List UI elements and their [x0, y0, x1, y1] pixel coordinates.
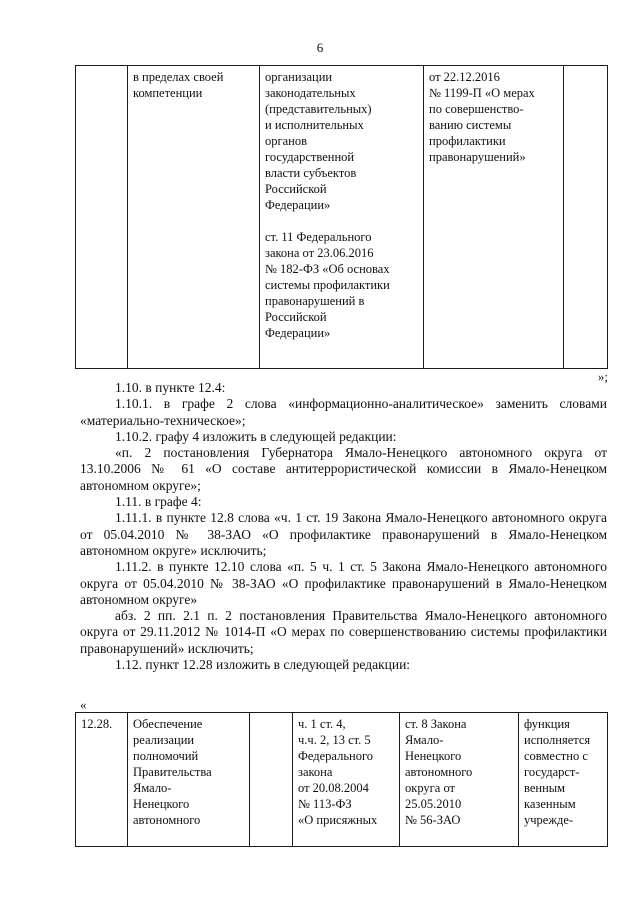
table-cell-scope: в пределах своей компетенции	[128, 66, 260, 369]
table-cell-number: 12.28.	[76, 713, 128, 847]
new-item-table	[75, 712, 608, 847]
paragraph-1-10: 1.10. в пункте 12.4:	[115, 380, 226, 395]
table-cell-note: функция исполняется совместно с государст- венным казенным учрежде-	[519, 713, 608, 847]
table-cell-regional-basis: от 22.12.2016 № 1199-П «О мерах по совершенство- ванию системы профилактики правонарушений»	[424, 66, 564, 369]
table-cell-federal-basis: организации законодательных (представительных) и исполнительных органов государственной власти субъектов Российской Федерации» ст. 11 Федерального закона от 23.06.2016 № 182-ФЗ «Об основах системы профилактики правонарушений в Российской Федерации»	[260, 66, 424, 369]
continued-table	[75, 65, 608, 369]
table-cell-regional-basis: ст. 8 Закона Ямало- Ненецкого автономного округа от 25.05.2010 № 56-ЗАО	[400, 713, 519, 847]
table-row	[76, 66, 608, 369]
amendment-text	[80, 380, 607, 673]
table-cell-note	[564, 66, 608, 369]
closing-quote-mark: »;	[597, 369, 608, 384]
table-cell-empty	[250, 713, 293, 847]
table-cell-federal-basis: ч. 1 ст. 4, ч.ч. 2, 13 ст. 5 Федерального закона от 20.08.2004 № 113-ФЗ «О присяжных	[293, 713, 400, 847]
table-cell-function: Обеспечение реализации полномочий Правительства Ямало- Ненецкого автономного	[128, 713, 250, 847]
paragraph-1-12: 1.12. пункт 12.28 изложить в следующей редакции:	[115, 657, 411, 673]
paragraph-1-10-1: 1.10.1. в графе 2 слова «информационно-аналитическое» заменить словами «материально-техническое»;	[80, 396, 607, 428]
paragraph-1-11-2: 1.11.2. в пункте 12.10 слова «п. 5 ч. 1 ст. 5 Закона Ямало-Ненецкого автономного округа от 05.04.2010 № 38-ЗАО «О профилактике правонарушений в Ямало-Ненецком автономном округе»	[80, 559, 607, 607]
table-row	[76, 713, 608, 847]
paragraph-new-column-4: «п. 2 постановления Губернатора Ямало-Ненецкого автономного округа от 13.10.2006 № 61 «О составе антитеррористической комиссии в Ямало-Ненецком автономном округе»;	[80, 445, 607, 493]
table-cell-number	[76, 66, 128, 369]
paragraph-1-11: 1.11. в графе 4:	[115, 494, 202, 510]
paragraph-1-10-2: 1.10.2. графу 4 изложить в следующей редакции:	[115, 428, 397, 444]
opening-quote-mark: «	[80, 697, 87, 712]
page-number: 6	[316, 40, 324, 55]
paragraph-1-11-1: 1.11.1. в пункте 12.8 слова «ч. 1 ст. 19 Закона Ямало-Ненецкого автономного округа от 05.04.2010 № 38-ЗАО «О профилактике правонарушений в Ямало-Ненецком автономном округе» исключить;	[80, 510, 607, 558]
paragraph-abz-2: абз. 2 пп. 2.1 п. 2 постановления Правительства Ямало-Ненецкого автономного округа от 29.11.2012 № 1014-П «О мерах по совершенствованию системы профилактики правонарушений» исключить;	[80, 608, 607, 656]
